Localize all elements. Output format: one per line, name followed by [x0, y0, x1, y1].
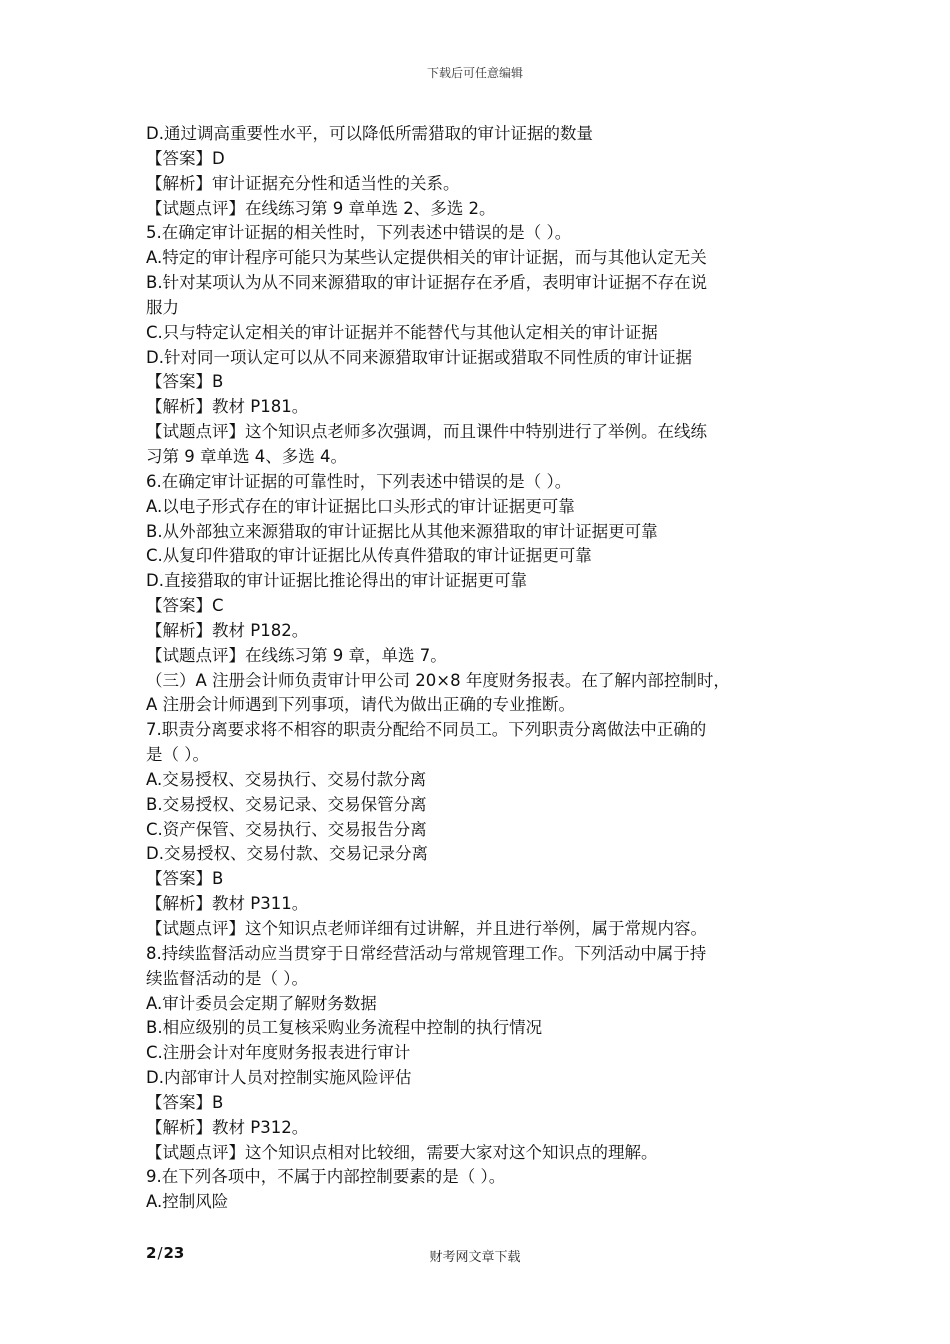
text-line: 【试题点评】这个知识点老师多次强调，而且课件中特别进行了举例。在线练 — [146, 422, 707, 442]
text-line: B.交易授权、交易记录、交易保管分离 — [146, 794, 427, 814]
text-line: 【答案】B — [146, 372, 224, 392]
text-line: 【试题点评】这个知识点老师详细有过讲解，并且进行举例，属于常规内容。 — [146, 919, 707, 938]
text-line: （三）A 注册会计师负责审计甲公司 20×8 年度财务报表。在了解内部控制时， — [146, 670, 730, 690]
text-line: 6.在确定审计证据的可靠性时，下列表述中错误的是（ ）。 — [146, 471, 572, 491]
text-line: 【答案】C — [146, 596, 224, 616]
text-line: B.针对某项认为从不同来源猎取的审计证据存在矛盾，表明审计证据不存在说 — [146, 273, 708, 293]
text-line: 服力 — [146, 297, 179, 317]
text-line: 8.持续监督活动应当贯穿于日常经营活动与常规管理工作。下列活动中属于持 — [146, 943, 707, 963]
text-line: D.通过调高重要性水平，可以降低所需猎取的审计证据的数量 — [146, 124, 593, 143]
document-body — [146, 122, 826, 1215]
text-line: C.从复印件猎取的审计证据比从传真件猎取的审计证据更可靠 — [146, 546, 592, 566]
text-line: 7.职责分离要求将不相容的职责分配给不同员工。下列职责分离做法中正确的 — [146, 720, 707, 740]
text-line: 习第 9 章单选 4、多选 4。 — [146, 446, 347, 466]
text-line: A.交易授权、交易执行、交易付款分离 — [146, 769, 427, 789]
page-header: 下载后可任意编辑 — [426, 66, 523, 80]
text-line: 【试题点评】在线练习第 9 章单选 2、多选 2。 — [146, 198, 496, 218]
text-line: 【答案】B — [146, 869, 224, 889]
text-line: 【解析】教材 P181。 — [146, 397, 309, 417]
text-line: A.特定的审计程序可能只为某些认定提供相关的审计证据，而与其他认定无关 — [146, 248, 707, 268]
text-line: 9.在下列各项中，不属于内部控制要素的是（ ）。 — [146, 1167, 506, 1187]
text-line: C.注册会计对年度财务报表进行审计 — [146, 1043, 411, 1063]
text-line: 【答案】D — [146, 148, 225, 168]
text-line: D.交易授权、交易付款、交易记录分离 — [146, 844, 428, 864]
text-line: 是（ ）。 — [146, 745, 209, 765]
text-line: D.内部审计人员对控制实施风险评估 — [146, 1068, 412, 1088]
text-line: D.直接猎取的审计证据比推论得出的审计证据更可靠 — [146, 571, 527, 591]
text-line: A.审计委员会定期了解财务数据 — [146, 993, 377, 1013]
text-line: B.相应级别的员工复核采购业务流程中控制的执行情况 — [146, 1018, 543, 1038]
text-line: 【答案】B — [146, 1092, 224, 1112]
text-line: A 注册会计师遇到下列事项，请代为做出正确的专业推断。 — [146, 695, 576, 715]
text-line: 续监督活动的是（ ）。 — [146, 968, 308, 988]
page-footer: 财考网文章下载 — [429, 1250, 521, 1265]
page-total: 23 — [163, 1244, 185, 1262]
text-line: 【解析】审计证据充分性和适当性的关系。 — [146, 173, 460, 193]
text-line: A.控制风险 — [146, 1192, 229, 1212]
text-line: 【解析】教材 P182。 — [146, 620, 309, 640]
text-line: 【试题点评】这个知识点相对比较细，需要大家对这个知识点的理解。 — [146, 1142, 658, 1162]
text-line: 【解析】教材 P312。 — [146, 1117, 309, 1137]
text-line: C.资产保管、交易执行、交易报告分离 — [146, 819, 427, 839]
text-line: 【试题点评】在线练习第 9 章，单选 7。 — [146, 645, 447, 665]
text-line: 【解析】教材 P311。 — [146, 894, 309, 914]
text-line: 5.在确定审计证据的相关性时，下列表述中错误的是（ ）。 — [146, 223, 572, 243]
page-current: 2 — [146, 1244, 157, 1262]
text-line: D.针对同一项认定可以从不同来源猎取审计证据或猎取不同性质的审计证据 — [146, 347, 692, 367]
text-line: C.只与特定认定相关的审计证据并不能替代与其他认定相关的审计证据 — [146, 322, 658, 342]
text-line: A.以电子形式存在的审计证据比口头形式的审计证据更可靠 — [146, 496, 575, 516]
page-separator: / — [157, 1244, 163, 1262]
text-line: B.从外部独立来源猎取的审计证据比从其他来源猎取的审计证据更可靠 — [146, 521, 658, 541]
